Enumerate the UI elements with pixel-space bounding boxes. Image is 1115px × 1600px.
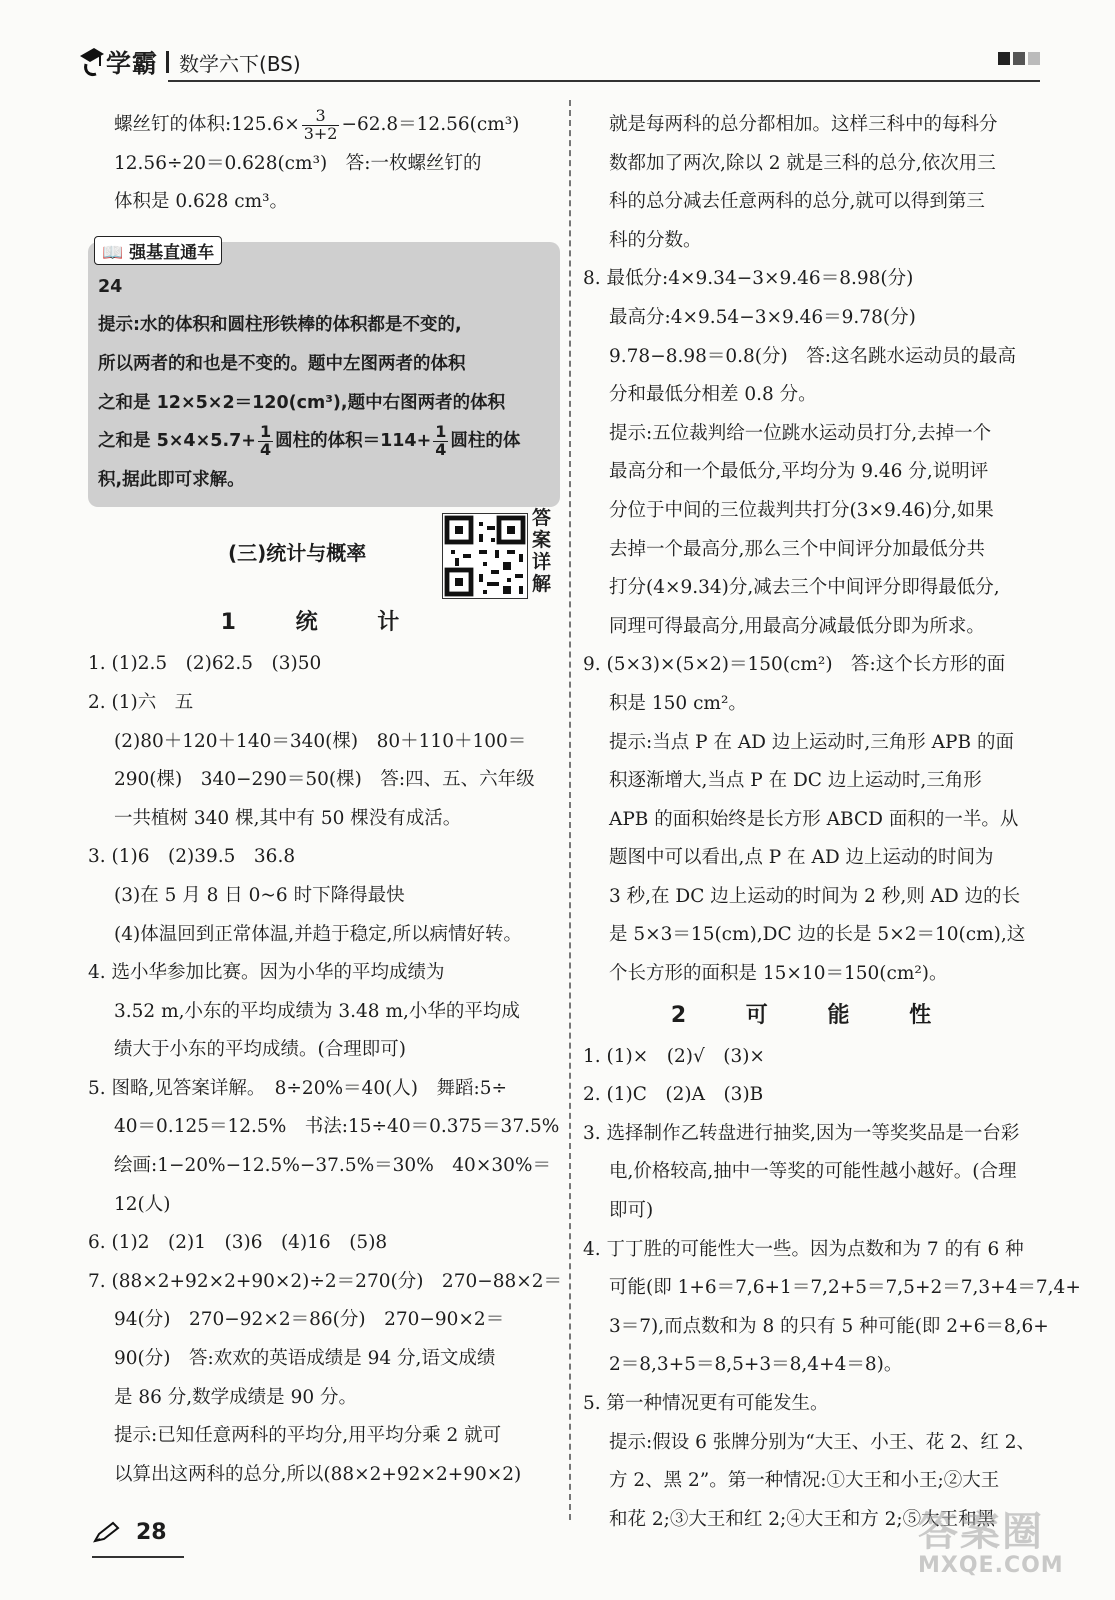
hint-line: 科的分数。	[609, 229, 702, 251]
page-header	[78, 40, 1040, 88]
answer-line: 一共植树 340 棵,其中有 50 棵没有成活。	[114, 807, 462, 829]
answer-line: 9.78−8.98＝0.8(分) 答:这名跳水运动员的最高	[609, 345, 1016, 367]
hint-line: 以算出这两科的总分,所以(88×2+92×2+90×2)	[114, 1463, 522, 1485]
answer-line: 9. (5×3)×(5×2)＝150(cm²) 答:这个长方形的面	[583, 654, 1006, 676]
answer-line: (3)在 5 月 8 日 0~6 时下降得最快	[114, 884, 405, 906]
answer-line: 电,价格较高,抽中一等奖的可能性越小越好。(合理	[609, 1161, 1017, 1183]
hint-line: 是 5×3＝15(cm),DC 边的长是 5×2＝10(cm),这	[609, 924, 1026, 946]
section-header	[88, 507, 558, 601]
left-column	[88, 106, 563, 1494]
section-title: (三)统计与概率	[228, 541, 367, 566]
graduation-cap-icon	[78, 44, 106, 80]
hint-line: 同理可得最高分,用最高分减最低分即为所求。	[609, 615, 985, 637]
hint-line: 和花 2;③大王和红 2;④大王和方 2;⑤大王和黑	[609, 1508, 996, 1530]
brand-logo	[78, 44, 301, 80]
answer-line: 1. (1)2.5 (2)62.5 (3)50	[88, 653, 322, 675]
answer-line: 5. 图略,见答案详解。 8÷20%＝40(人) 舞蹈:5÷	[88, 1077, 508, 1099]
answer-line: 3＝7),而点数和为 8 的只有 5 种可能(即 2+6＝8,6+	[609, 1315, 1049, 1337]
answer-line: 4. 选小华参加比赛。因为小华的平均成绩为	[88, 962, 445, 984]
hint-line: 最高分和一个最低分,平均分为 9.46 分,说明评	[609, 461, 989, 483]
answer-line: 12(人)	[114, 1193, 171, 1215]
hint-line: 提示:当点 P 在 AD 边上运动时,三角形 APB 的面	[609, 731, 1014, 753]
answer-line: (4)体温回到正常体温,并趋于稳定,所以病情好转。	[114, 923, 522, 945]
answer-line: 是 86 分,数学成绩是 90 分。	[114, 1386, 357, 1408]
answer-line: 94(分) 270−92×2＝86(分) 270−90×2＝	[114, 1309, 505, 1331]
page-number: 28	[136, 1520, 167, 1545]
box-tag: 📖 强基直通车	[94, 236, 222, 265]
hint-line: 提示:五位裁判给一位跳水运动员打分,去掉一个	[609, 422, 992, 444]
hint-line: 去掉一个最高分,那么三个中间评分加最低分共	[609, 538, 985, 560]
footer-rule	[92, 1556, 184, 1558]
header-separator	[166, 51, 169, 73]
answer-line: 绩大于小东的平均成绩。(合理即可)	[114, 1039, 406, 1061]
hint-line: 就是每两科的总分都相加。这样三科中的每科分	[609, 114, 998, 135]
answer-line: 螺丝钉的体积:125.6× $\frac{3}{3+2}$ −62.8＝12.56(cm³)	[114, 106, 520, 143]
answer-line: 体积是 0.628 cm³。	[114, 191, 289, 213]
answer-line: 90(分) 答:欢欢的英语成绩是 94 分,语文成绩	[114, 1348, 496, 1370]
box-line: 积,据此即可求解。	[98, 469, 245, 490]
pencil-icon	[92, 1521, 122, 1545]
watermark: 答案圈 MXQE.COM	[918, 1509, 1064, 1578]
answer-line: 3. (1)6 (2)39.5 36.8	[88, 846, 296, 868]
answer-line: 即可)	[609, 1200, 654, 1222]
answer-line: 分和最低分相差 0.8 分。	[609, 384, 817, 406]
hint-line: 提示:已知任意两科的平均分,用平均分乘 2 就可	[114, 1425, 502, 1447]
answer-line: 2. (1)C (2)A (3)B	[583, 1084, 764, 1106]
hint-line: 科的总分减去任意两科的总分,就可以得到第三	[609, 191, 985, 213]
answer-line: 6. (1)2 (2)1 (3)6 (4)16 (5)8	[88, 1232, 388, 1254]
answer-line: 可能(即 1+6＝7,6+1＝7,2+5＝7,5+2＝7,3+4＝7,4+	[609, 1277, 1081, 1299]
answer-line: 7. (88×2+92×2+90×2)÷2＝270(分) 270−88×2＝	[88, 1270, 563, 1292]
box-line: 24	[98, 276, 123, 297]
answer-line: 4. 丁丁胜的可能性大一些。因为点数和为 7 的有 6 种	[583, 1238, 1024, 1260]
subsection-title: 2 可 能 性	[670, 1002, 958, 1028]
hint-line: 数都加了两次,除以 2 就是三科的总分,依次用三	[609, 152, 996, 174]
fraction: $\frac{1}{4}$	[259, 422, 272, 460]
qr-code-icon[interactable]	[442, 513, 528, 599]
header-rule	[168, 80, 1040, 82]
hint-line: 提示:假设 6 张牌分别为“大王、小王、花 2、红 2、	[609, 1431, 1036, 1453]
answer-line: 绘画:1−20%−12.5%−37.5%＝30% 40×30%＝	[114, 1155, 551, 1177]
book-icon: 📖	[102, 242, 124, 263]
box-line: 之和是 12×5×2＝120(cm³),题中右图两者的体积	[98, 392, 506, 413]
right-column	[583, 106, 1081, 1539]
answer-line: 积是 150 cm²。	[609, 692, 747, 714]
hint-line: 打分(4×9.34)分,减去三个中间评分即得最低分,	[609, 577, 1000, 599]
fraction: $\frac{1}{4}$	[435, 422, 447, 460]
hint-line: 题图中可以看出,点 P 在 AD 边上运动的时间为	[609, 847, 994, 869]
book-subtitle: 数学六下(BS)	[179, 51, 301, 76]
hint-line: 3 秒,在 DC 边上运动的时间为 2 秒,则 AD 边的长	[609, 885, 1021, 907]
answer-line: 290(棵) 340−290＝50(棵) 答:四、五、六年级	[114, 769, 535, 791]
answer-line: (2)80＋120＋140＝340(棵) 80＋110＋100＝	[114, 730, 527, 752]
logo-text: 学霸	[106, 49, 159, 78]
answer-line: 12.56÷20＝0.628(cm³) 答:一枚螺丝钉的	[114, 152, 482, 174]
answer-line: 3. 选择制作乙转盘进行抽奖,因为一等奖奖品是一台彩	[583, 1122, 1020, 1144]
hint-line: 个长方形的面积是 15×10＝150(cm²)。	[609, 963, 948, 985]
answer-line: 5. 第一种情况更有可能发生。	[583, 1393, 829, 1414]
tip-box	[88, 242, 560, 508]
page-footer	[92, 1520, 167, 1545]
box-line: 之和是 5×4×5.7+ $\frac{1}{4}$ 圆柱的体积＝114+ $\frac{1}{4}$ 圆柱的体	[98, 422, 521, 460]
answer-line: 2. (1)六 五	[88, 691, 194, 713]
fraction: $\frac{3}{3+2}$	[303, 106, 338, 143]
box-line: 所以两者的和也是不变的。题中左图两者的体积	[98, 353, 466, 374]
hint-line: 积逐渐增大,当点 P 在 DC 边上运动时,三角形	[609, 770, 982, 792]
answer-line: 1. (1)× (2)√ (3)×	[583, 1045, 765, 1067]
answer-line: 8. 最低分:4×9.34−3×9.46＝8.98(分)	[583, 268, 914, 290]
hint-line: 分位于中间的三位裁判共打分(3×9.46)分,如果	[609, 499, 994, 521]
answer-line: 最高分:4×9.54−3×9.46＝9.78(分)	[609, 306, 916, 328]
subsection-title: 1 统 计	[220, 610, 426, 636]
hint-line: APB 的面积始终是长方形 ABCD 面积的一半。从	[609, 808, 1019, 830]
column-divider	[569, 100, 571, 1520]
header-blocks	[998, 52, 1040, 65]
qr-label: 答案详解	[532, 507, 552, 596]
answer-line: 40＝0.125＝12.5% 书法:15÷40＝0.375＝37.5%	[114, 1116, 560, 1138]
hint-line: 方 2、黑 2”。第一种情况:①大王和小王;②大王	[609, 1470, 1000, 1492]
answer-line: 3.52 m,小东的平均成绩为 3.48 m,小华的平均成	[114, 1000, 520, 1022]
box-line: 提示:水的体积和圆柱形铁棒的体积都是不变的,	[98, 315, 462, 336]
answer-line: 2＝8,3+5＝8,5+3＝8,4+4＝8)。	[609, 1354, 903, 1376]
